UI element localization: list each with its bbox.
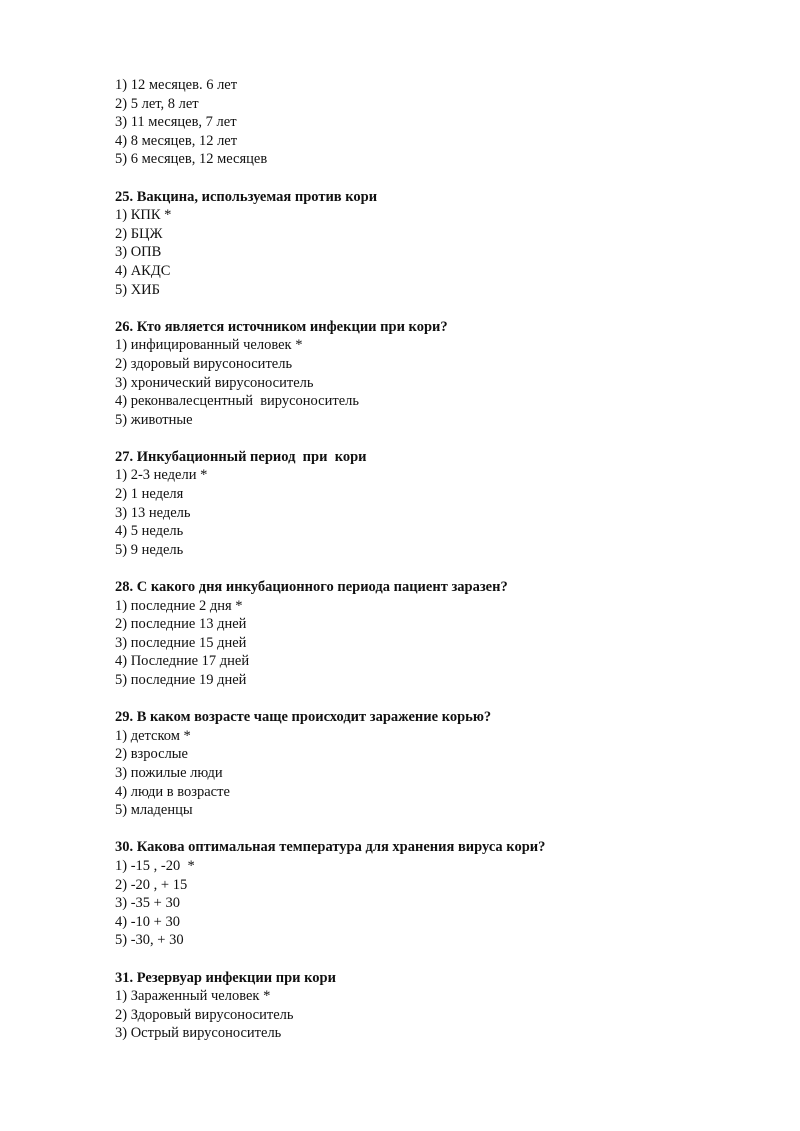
option-line: 4) люди в возрасте — [115, 783, 230, 800]
option-line: 1) инфицированный человек * — [115, 337, 303, 354]
intro-options-block — [115, 76, 755, 169]
question-title: 28. С какого дня инкубационного периода пациент заразен? — [115, 579, 508, 596]
option-line: 2) взрослые — [115, 746, 188, 763]
question-title: 30. Какова оптимальная температура для хранения вируса кори? — [115, 839, 546, 856]
question-30 — [115, 838, 755, 950]
option-line: 3) -35 + 30 — [115, 895, 180, 912]
option-line: 4) Последние 17 дней — [115, 653, 250, 670]
option-line: 5) -30, + 30 — [115, 932, 184, 949]
option-line: 1) последние 2 дня * — [115, 597, 243, 614]
question-31 — [115, 969, 755, 1043]
option-line: 1) КПК * — [115, 207, 172, 224]
option-line: 5) 9 недель — [115, 541, 184, 558]
option-line: 4) 8 месяцев, 12 лет — [115, 132, 238, 149]
question-title: 27. Инкубационный период при кори — [115, 448, 367, 465]
option-line: 5) последние 19 дней — [115, 672, 247, 688]
option-line: 2) 5 лет, 8 лет — [115, 95, 199, 112]
option-line: 2) БЦЖ — [115, 225, 163, 242]
question-27 — [115, 448, 755, 560]
question-title: 31. Резервуар инфекции при кори — [115, 969, 336, 986]
option-line: 1) Зараженный человек * — [115, 988, 271, 1005]
option-line: 4) -10 + 30 — [115, 913, 180, 930]
option-line: 3) пожилые люди — [115, 764, 223, 781]
option-line: 3) 13 недель — [115, 504, 191, 521]
option-line: 1) детском * — [115, 727, 191, 744]
question-29 — [115, 708, 755, 820]
option-line: 3) последние 15 дней — [115, 634, 247, 651]
document-page — [115, 76, 755, 1061]
option-line: 3) ОПВ — [115, 244, 162, 261]
option-line: 2) последние 13 дней — [115, 616, 247, 633]
question-25 — [115, 188, 755, 300]
option-line: 2) -20 , + 15 — [115, 876, 188, 893]
option-line: 4) АКДС — [115, 262, 171, 279]
option-line: 1) 2-3 недели * — [115, 467, 208, 484]
question-title: 26. Кто является источником инфекции при кори? — [115, 318, 448, 335]
option-line: 5) ХИБ — [115, 281, 160, 298]
option-line: 1) -15 , -20 * — [115, 857, 195, 874]
option-line: 4) 5 недель — [115, 523, 184, 540]
option-line: 3) 11 месяцев, 7 лет — [115, 114, 237, 131]
question-title: 29. В каком возрасте чаще происходит заражение корью? — [115, 709, 492, 726]
option-line: 1) 12 месяцев. 6 лет — [115, 77, 238, 93]
question-title: 25. Вакцина, используемая против кори — [115, 188, 378, 205]
question-26 — [115, 318, 755, 430]
option-line: 5) 6 месяцев, 12 месяцев — [115, 151, 268, 168]
option-line: 4) реконвалесцентный вирусоноситель — [115, 393, 359, 410]
option-line: 3) хронический вирусоноситель — [115, 374, 314, 391]
question-28 — [115, 578, 755, 690]
option-line: 2) 1 неделя — [115, 486, 184, 503]
option-line: 2) Здоровый вирусоноситель — [115, 1006, 294, 1023]
option-line: 5) младенцы — [115, 802, 193, 819]
option-line: 2) здоровый вирусоноситель — [115, 355, 293, 372]
option-line: 3) Острый вирусоноситель — [115, 1025, 282, 1042]
option-line: 5) животные — [115, 411, 193, 428]
